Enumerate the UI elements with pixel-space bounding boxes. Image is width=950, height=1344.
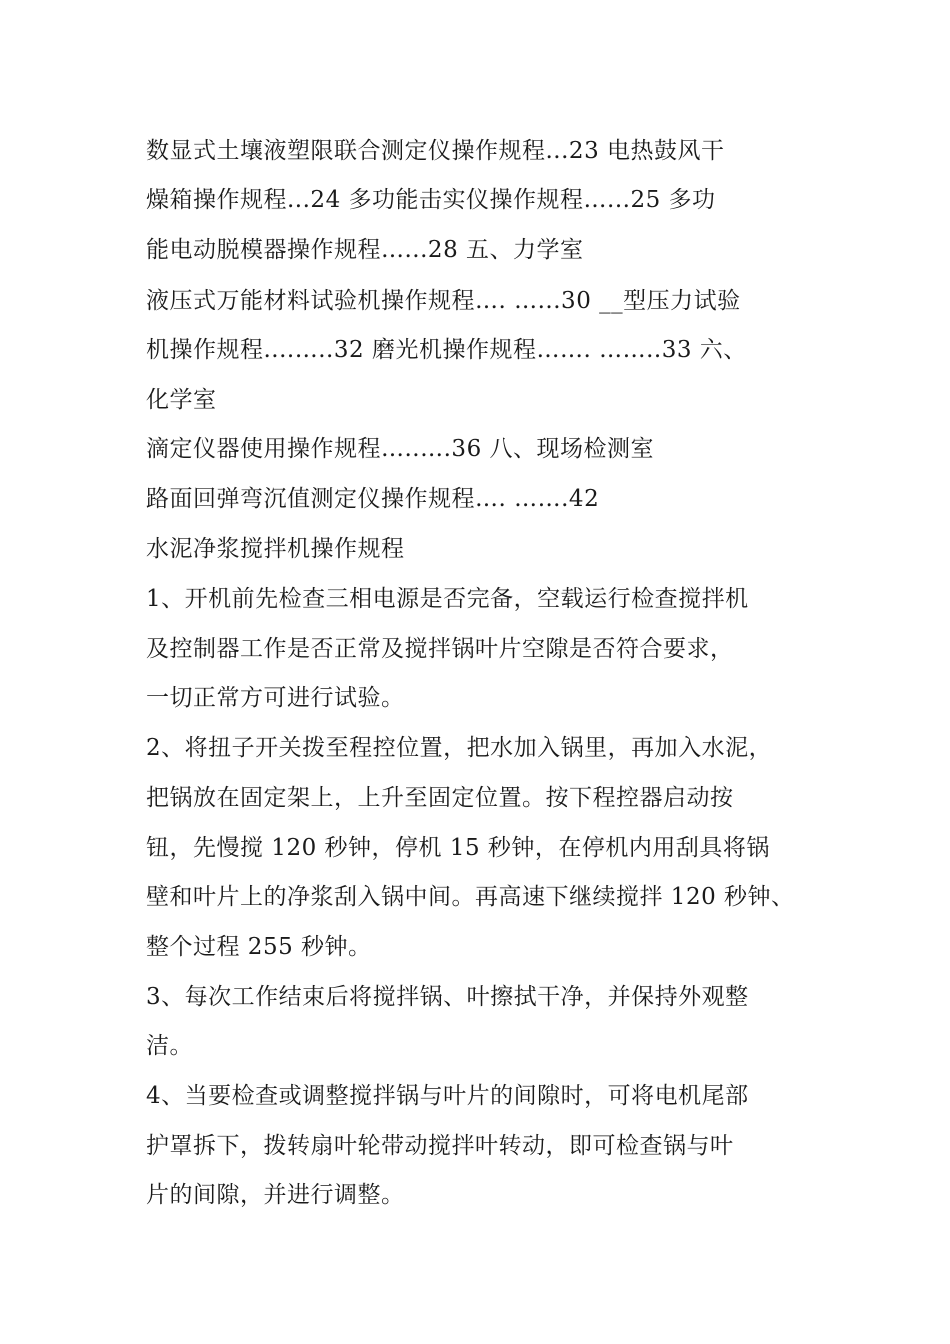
toc-line: 滴定仪器使用操作规程…..….36 八、现场检测室 (146, 436, 655, 462)
paragraph-line: 4、当要检查或调整搅拌锅与叶片的间隙时，可将电机尾部 (146, 1083, 749, 1109)
section-title: 水泥净浆搅拌机操作规程 (146, 536, 405, 562)
toc-line: 数显式土壤液塑限联合测定仪操作规程...23 电热鼓风干 (146, 138, 725, 164)
toc-line: 机操作规程....…..32 磨光机操作规程……. ……..33 六、 (146, 337, 747, 363)
toc-line: 液压式万能材料试验机操作规程…. …...30 __型压力试验 (146, 288, 741, 314)
toc-line: 能电动脱模器操作规程…...28 五、力学室 (146, 237, 584, 263)
paragraph-line: 壁和叶片上的净浆刮入锅中间。再高速下继续搅拌 120 秒钟、 (146, 884, 795, 910)
paragraph-line: 洁。 (146, 1033, 193, 1059)
paragraph-line: 护罩拆下，拨转扇叶轮带动搅拌叶转动，即可检查锅与叶 (146, 1133, 734, 1159)
paragraph-line: 1、开机前先检查三相电源是否完备，空载运行检查搅拌机 (146, 586, 749, 612)
toc-line: 路面回弹弯沉值测定仪操作规程…. …….42 (146, 486, 600, 512)
paragraph-line: 把锅放在固定架上，上升至固定位置。按下程控器启动按 (146, 785, 734, 811)
paragraph-line: 整个过程 255 秒钟。 (146, 934, 372, 960)
paragraph-line: 及控制器工作是否正常及搅拌锅叶片空隙是否符合要求， (146, 636, 734, 662)
paragraph-line: 钮，先慢搅 120 秒钟，停机 15 秒钟，在停机内用刮具将锅 (146, 835, 770, 861)
toc-line: 化学室 (146, 387, 217, 413)
paragraph-line: 片的间隙，并进行调整。 (146, 1182, 405, 1208)
paragraph-line: 一切正常方可进行试验。 (146, 685, 405, 711)
paragraph-line: 2、将扭子开关拨至程控位置，把水加入锅里，再加入水泥， (146, 735, 773, 761)
paragraph-line: 3、每次工作结束后将搅拌锅、叶擦拭干净，并保持外观整 (146, 984, 749, 1010)
toc-line: 燥箱操作规程...24 多功能击实仪操作规程…...25 多功 (146, 187, 716, 213)
